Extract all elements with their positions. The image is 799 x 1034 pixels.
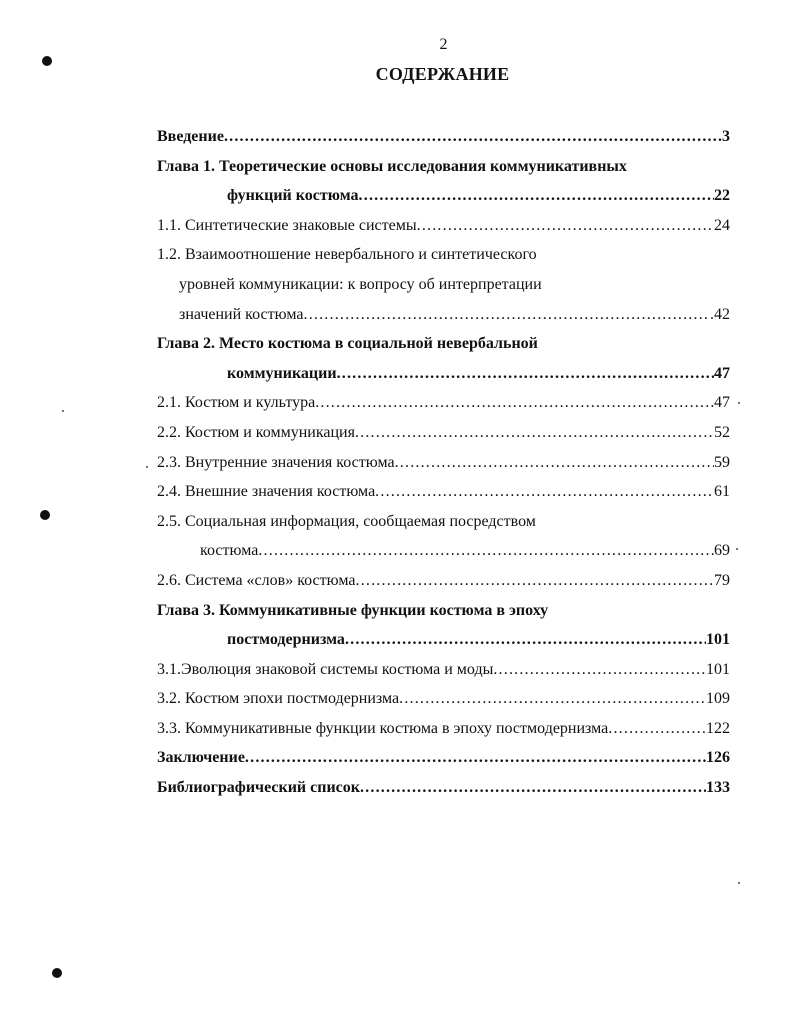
dot-leader (356, 566, 715, 596)
toc-page-number: .42 (710, 305, 730, 323)
dot-leader (399, 684, 706, 714)
toc-page-number: 47 (714, 394, 730, 412)
toc-entry-text: коммуникации (227, 364, 337, 382)
toc-entry-3-1[interactable] (157, 655, 730, 685)
dot-leader (315, 388, 714, 418)
binder-hole-mark (42, 56, 52, 66)
binder-hole-mark (52, 968, 62, 978)
toc-page-number: 52 (714, 423, 730, 441)
toc-page-number: 59 (714, 453, 730, 471)
dot-leader (258, 536, 714, 566)
dot-leader (608, 714, 706, 744)
toc-page-number: .3 (718, 128, 730, 145)
toc-entry-2-4[interactable] (157, 477, 730, 507)
binder-hole-mark (40, 510, 50, 520)
toc-page-number: 122 (706, 719, 730, 737)
page-title: СОДЕРЖАНИЕ (375, 64, 510, 84)
toc-entry-text: 2.4. Внешние значения костюма (157, 483, 376, 501)
toc-entry-3-2[interactable] (157, 684, 730, 714)
dot-leader (304, 300, 711, 330)
toc-entry-text: 3.2. Костюм эпохи постмодернизма (157, 690, 400, 708)
toc-entry-text: 3.3. Коммуникативные функции костюма в эпоху постмодернизма (157, 719, 609, 737)
toc-1-2-line-2[interactable]: уровней коммуникации: к вопросу об интерпретации (179, 275, 542, 293)
toc-page-number: 133 (706, 779, 730, 797)
toc-entry-text: постмодернизма (227, 631, 345, 649)
toc-entry-text: Заключение (157, 749, 245, 767)
toc-entry-3-3[interactable] (157, 714, 730, 744)
dot-leader (245, 743, 706, 773)
dot-leader (360, 773, 706, 803)
toc-entry-text: 2.6. Система «слов» костюма (157, 571, 356, 589)
toc-entry-text: функций костюма (227, 187, 359, 205)
toc-1-2-line-1[interactable]: 1.2. Взаимоотношение невербального и синтетического (157, 246, 537, 264)
scan-speck (738, 402, 740, 404)
toc-entry-text: 2.2. Костюм и коммуникация (157, 423, 355, 441)
toc-page-number: 101 (706, 631, 730, 649)
toc-page-number: 47 (714, 364, 730, 382)
toc-entry-1-2[interactable] (157, 300, 730, 330)
dot-leader (337, 359, 714, 389)
toc-entry-bibliography[interactable] (157, 773, 730, 803)
toc-entry-text: костюма (200, 542, 259, 560)
toc-entry-text: 2.1. Костюм и культура (157, 394, 316, 412)
dot-leader (359, 181, 714, 211)
toc-entry-1-1[interactable] (157, 211, 730, 241)
toc-entry-2-2[interactable] (157, 418, 730, 448)
toc-page-number: 69 (714, 542, 730, 560)
scan-speck (738, 882, 740, 884)
toc-entry-2-5[interactable] (157, 536, 730, 566)
toc-page-number: 24 (714, 216, 730, 234)
scan-speck (146, 466, 148, 468)
toc-entry-chapter-2[interactable] (157, 359, 730, 389)
toc-page-number: 101 (706, 660, 730, 678)
toc-entry-text: Библиографический список (157, 779, 360, 797)
toc-entry-chapter-3[interactable] (157, 625, 730, 655)
dot-leader (224, 122, 718, 152)
toc-page-number: 126 (706, 749, 730, 767)
toc-entry-2-3[interactable] (157, 448, 730, 478)
dot-leader (355, 418, 714, 448)
toc-entry-text: значений костюма (179, 305, 304, 323)
toc-entry-text: 3.1.Эволюция знаковой системы костюма и моды (157, 660, 494, 678)
toc-chapter-1-line-1[interactable]: Глава 1. Теоретические основы исследования коммуникативных (157, 157, 627, 175)
toc-page-number: 109 (706, 690, 730, 708)
toc-entry-text: 1.1. Синтетические знаковые системы (157, 216, 417, 234)
dot-leader (493, 655, 706, 685)
dot-leader (395, 448, 714, 478)
toc-entry-conclusion[interactable] (157, 743, 730, 773)
toc-page-number: 61 (714, 483, 730, 501)
toc-entry-2-6[interactable] (157, 566, 730, 596)
scan-speck (62, 410, 64, 412)
toc-page-number: 22 (714, 187, 730, 205)
toc-chapter-2-line-1[interactable]: Глава 2. Место костюма в социальной невербальной (157, 335, 538, 353)
toc-entry-text: 2.3. Внутренние значения костюма (157, 453, 395, 471)
toc-entry-chapter-1[interactable] (157, 181, 730, 211)
page-number: 2 (439, 36, 448, 53)
toc-entry-2-1[interactable] (157, 388, 730, 418)
toc-page-number: 79 (714, 571, 730, 589)
toc-2-5-line-1[interactable]: 2.5. Социальная информация, сообщаемая посредством (157, 512, 536, 530)
dot-leader (417, 211, 714, 241)
table-of-contents (157, 122, 730, 803)
dot-leader (375, 477, 714, 507)
toc-chapter-3-line-1[interactable]: Глава 3. Коммуникативные функции костюма в эпоху (157, 601, 549, 619)
toc-entry-text: Введение (157, 128, 224, 145)
toc-entry-intro[interactable] (157, 122, 730, 152)
dot-leader (345, 625, 706, 655)
scan-speck (736, 548, 738, 550)
